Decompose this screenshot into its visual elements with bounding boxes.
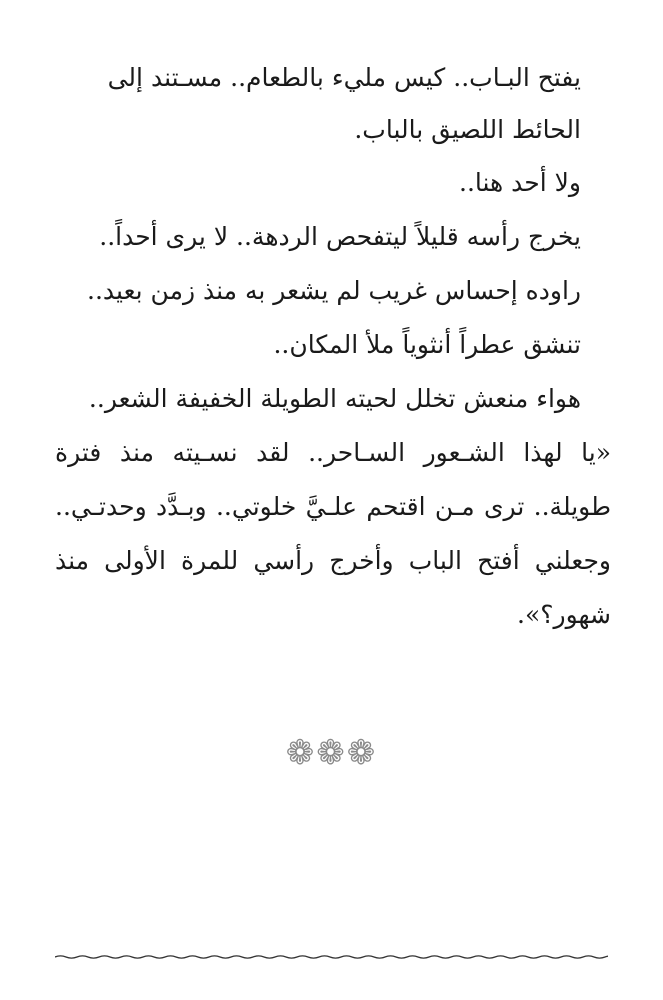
paragraph-2: ولا أحد هنا..: [459, 168, 581, 197]
paragraph-3: يخرج رأسه قليلاً ليتفحص الردهة.. لا يرى أحداً..: [99, 222, 581, 251]
flower-ornament-icon: ❁❁❁: [285, 733, 378, 773]
body-text: [55, 52, 611, 642]
paragraph-7-quote: «يا لهذا الشـعور السـاحر.. لقد نسـيته منذ فترة طويلة.. ترى مـن اقتحم علـيَّ خلوتي.. وبـدَّد وحدتـي.. وجعلني أفتح الباب وأخرج رأسي للمرة الأولى منذ شهور؟».: [55, 438, 611, 629]
paragraph-5: تنشق عطراً أنثوياً ملأ المكان..: [273, 330, 581, 359]
wavy-line-icon: [55, 950, 608, 964]
paragraph-1: يفتح البـاب.. كيس مليء بالطعام.. مسـتند إلى الحائط اللصيق بالباب.: [107, 63, 581, 144]
paragraph-6: هواء منعش تخلل لحيته الطويلة الخفيفة الشعر..: [88, 384, 581, 413]
paragraph-4: راوده إحساس غريب لم يشعر به منذ زمن بعيد..: [87, 276, 581, 305]
